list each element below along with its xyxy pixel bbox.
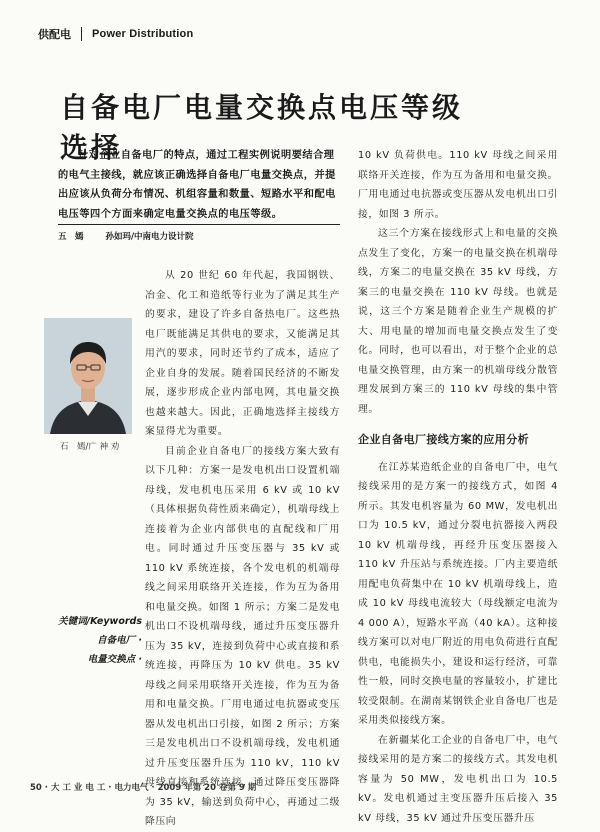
keywords-label: 关键词/Keywords [58, 616, 142, 627]
byline [58, 224, 340, 242]
paragraph: 目前企业自备电厂的接线方案大致有以下几种：方案一是发电机出口设置机端母线，发电机电压采用 6 kV 或 10 kV（具体根据负荷性质来确定），机端母线上连接着为企业内部供电的直配线和厂用电。同时通过升压变压器与 35 kV 或 110 kV 系统连接，各个发电机的机端母线之间采用联络开关连接，作为互为备用和电量交换。如图 1 所示；方案二是发电机出口不设机端母线，通过升压变压器升压为 35 kV，连接到负荷中心或直接和系统连接，再降压为 10 kV 供电。35 kV 母线之间采用联络开关连接，作为互为备用和电量交换。厂用电通过电抗器或变压器从发电机出口引接，如图 2 所示；方案三是发电机出口不设机端母线，发电机通过升压变压器升压为 110 kV，110 kV 母线直接和系统连接，通过降压变压器降为 35 kV，输送到负荷中心，再通过二级降压向 [145, 445, 340, 827]
keywords-block [52, 612, 142, 669]
keyword-item: 自备电厂 · [97, 635, 142, 646]
author-photo [44, 318, 132, 434]
byline-role: 五 嫣 [58, 232, 84, 242]
paragraph: 从 20 世纪 60 年代起，我国钢铁、冶金、化工和造纸等行业为了满足其生产的要求，建设了许多自备热电厂。这些热电厂既能满足其供电的要求，又能满足其用汽的要求，同时还节约了成本，适应了企业自身的发展。随着国民经济的不断发展，逐步形成企业内部电网，其电量交换也越来越大。因此，正确地选择主接线方案显得尤为重要。 [145, 270, 340, 437]
body-column-right [358, 146, 558, 828]
byline-author: 孙如玛/中南电力设计院 [105, 232, 194, 242]
header-divider [81, 27, 82, 41]
paragraph: 10 kV 负荷供电。110 kV 母线之间采用联络开关连接，作为互为备用和电量交换。厂用电通过电抗器或变压器从发电机出口引接，如图 3 所示。 [358, 150, 558, 220]
section-subheading: 企业自备电厂接线方案的应用分析 [358, 433, 529, 446]
section-name-cn: 供配电 [38, 28, 71, 41]
page-footer: 50 · 大 工 业 电 工 · 电力电气 · 2009 年第 20 卷第 9 期 [30, 783, 257, 793]
paragraph: 这三个方案在接线形式上和电量的交换点发生了变化，方案一的电量交换在机端母线，方案二的电量交换在 35 kV 母线，方案三的电量交换在 110 kV 母线。也就是说，这三个方案是随着企业生产规模的扩大、用电量的增加而电量交换点发生了变化。同时，也可以看出，对于整个企业的总电量交换管理，由方案一的机端母线分散管理发展到方案三的 110 kV 母线的集中管理。 [358, 228, 558, 415]
abstract: 针对企业自备电厂的特点，通过工程实例说明要结合理的电气主接线，就应该正确选择自备电厂电量交换点，并提出应该从负荷分布情况、机组容量和数量、短路水平和配电电压等四个方面来确定电量交换点的电压等级。 [58, 150, 336, 220]
section-name-en: Power Distribution [92, 28, 194, 40]
article-title: 自备电厂电量交换点电压等级选择 [60, 91, 464, 164]
body-column-middle [145, 266, 340, 832]
paragraph: 在江苏某造纸企业的自备电厂中，电气接线采用的是方案一的接线方式，如图 4 所示。其发电机容量为 60 MW，发电机出口为 10.5 kV，通过分裂电抗器接入两段 10 kV 机端母线，再经升压变压器接入 110 kV 升压站与系统连接。厂内主要造纸用配电负荷集中在 10 kV 机端母线上，造成 10 kV 母线电流较大（母线额定电流为 4 000 A），短路水平高（40 kA）。这种接线方案可以对电厂附近的用电负荷进行直配供电，电能损失小，建设和运行经济，可靠性一般，同时交换电量的容量较小，扩建比较受限制。在湖南某钢铁企业自备电厂也是采用类似接线方案。 [358, 461, 558, 726]
photo-caption: 石 嫣/广 神 劝 [60, 442, 120, 452]
keyword-item: 电量交换点 · [87, 654, 142, 665]
section-header [38, 24, 193, 44]
paragraph: 在新疆某化工企业的自备电厂中，电气接线采用的是方案二的接线方式。其发电机容量为 50 MW，发电机出口为 10.5 kV。发电机通过主变压器升压后接入 35 kV 母线，35 kV 通过升压变压器升压 [358, 734, 558, 824]
